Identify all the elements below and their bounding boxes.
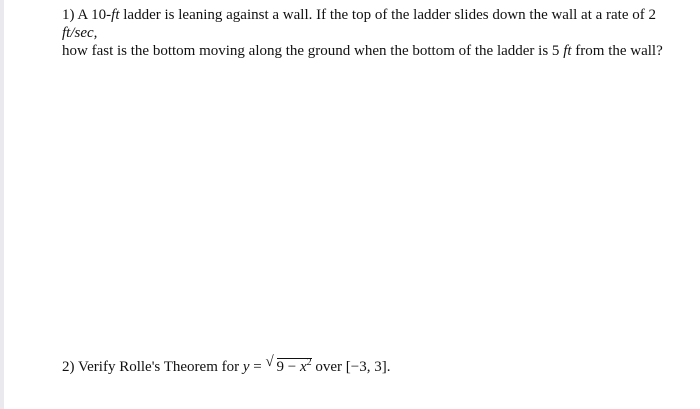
question-1 bbox=[62, 6, 682, 60]
q1-text-d: from the wall? bbox=[571, 43, 663, 59]
question-2 bbox=[62, 353, 682, 377]
radicand bbox=[277, 358, 312, 375]
left-border bbox=[0, 0, 4, 409]
q1-unit-ft-2: ft bbox=[563, 43, 572, 59]
radicand-exponent: 2 bbox=[306, 357, 312, 368]
radicand-a: 9 − bbox=[276, 359, 300, 375]
q1-text-a: 1) A 10- bbox=[62, 7, 112, 23]
q2-interval: [−3, 3]. bbox=[345, 359, 391, 375]
q2-equals: = bbox=[249, 359, 266, 375]
sqrt-expression bbox=[266, 353, 312, 377]
q1-unit-ft: ft bbox=[111, 7, 120, 23]
q1-text-c: how fast is the bottom moving along the ground when the bottom of the ladder is 5 bbox=[62, 43, 564, 59]
q1-unit-ftsec: ft/sec, bbox=[62, 25, 98, 41]
q2-prefix: 2) Verify Rolle's Theorem for bbox=[62, 359, 243, 375]
radicand-var-x: x bbox=[299, 359, 307, 375]
radical-sign: √ bbox=[265, 354, 274, 370]
q2-over: over bbox=[311, 359, 346, 375]
q2-var-y: y bbox=[242, 359, 250, 375]
q1-text-b: ladder is leaning against a wall. If the top of the ladder slides down the wall at a rate of 2 bbox=[119, 7, 657, 23]
